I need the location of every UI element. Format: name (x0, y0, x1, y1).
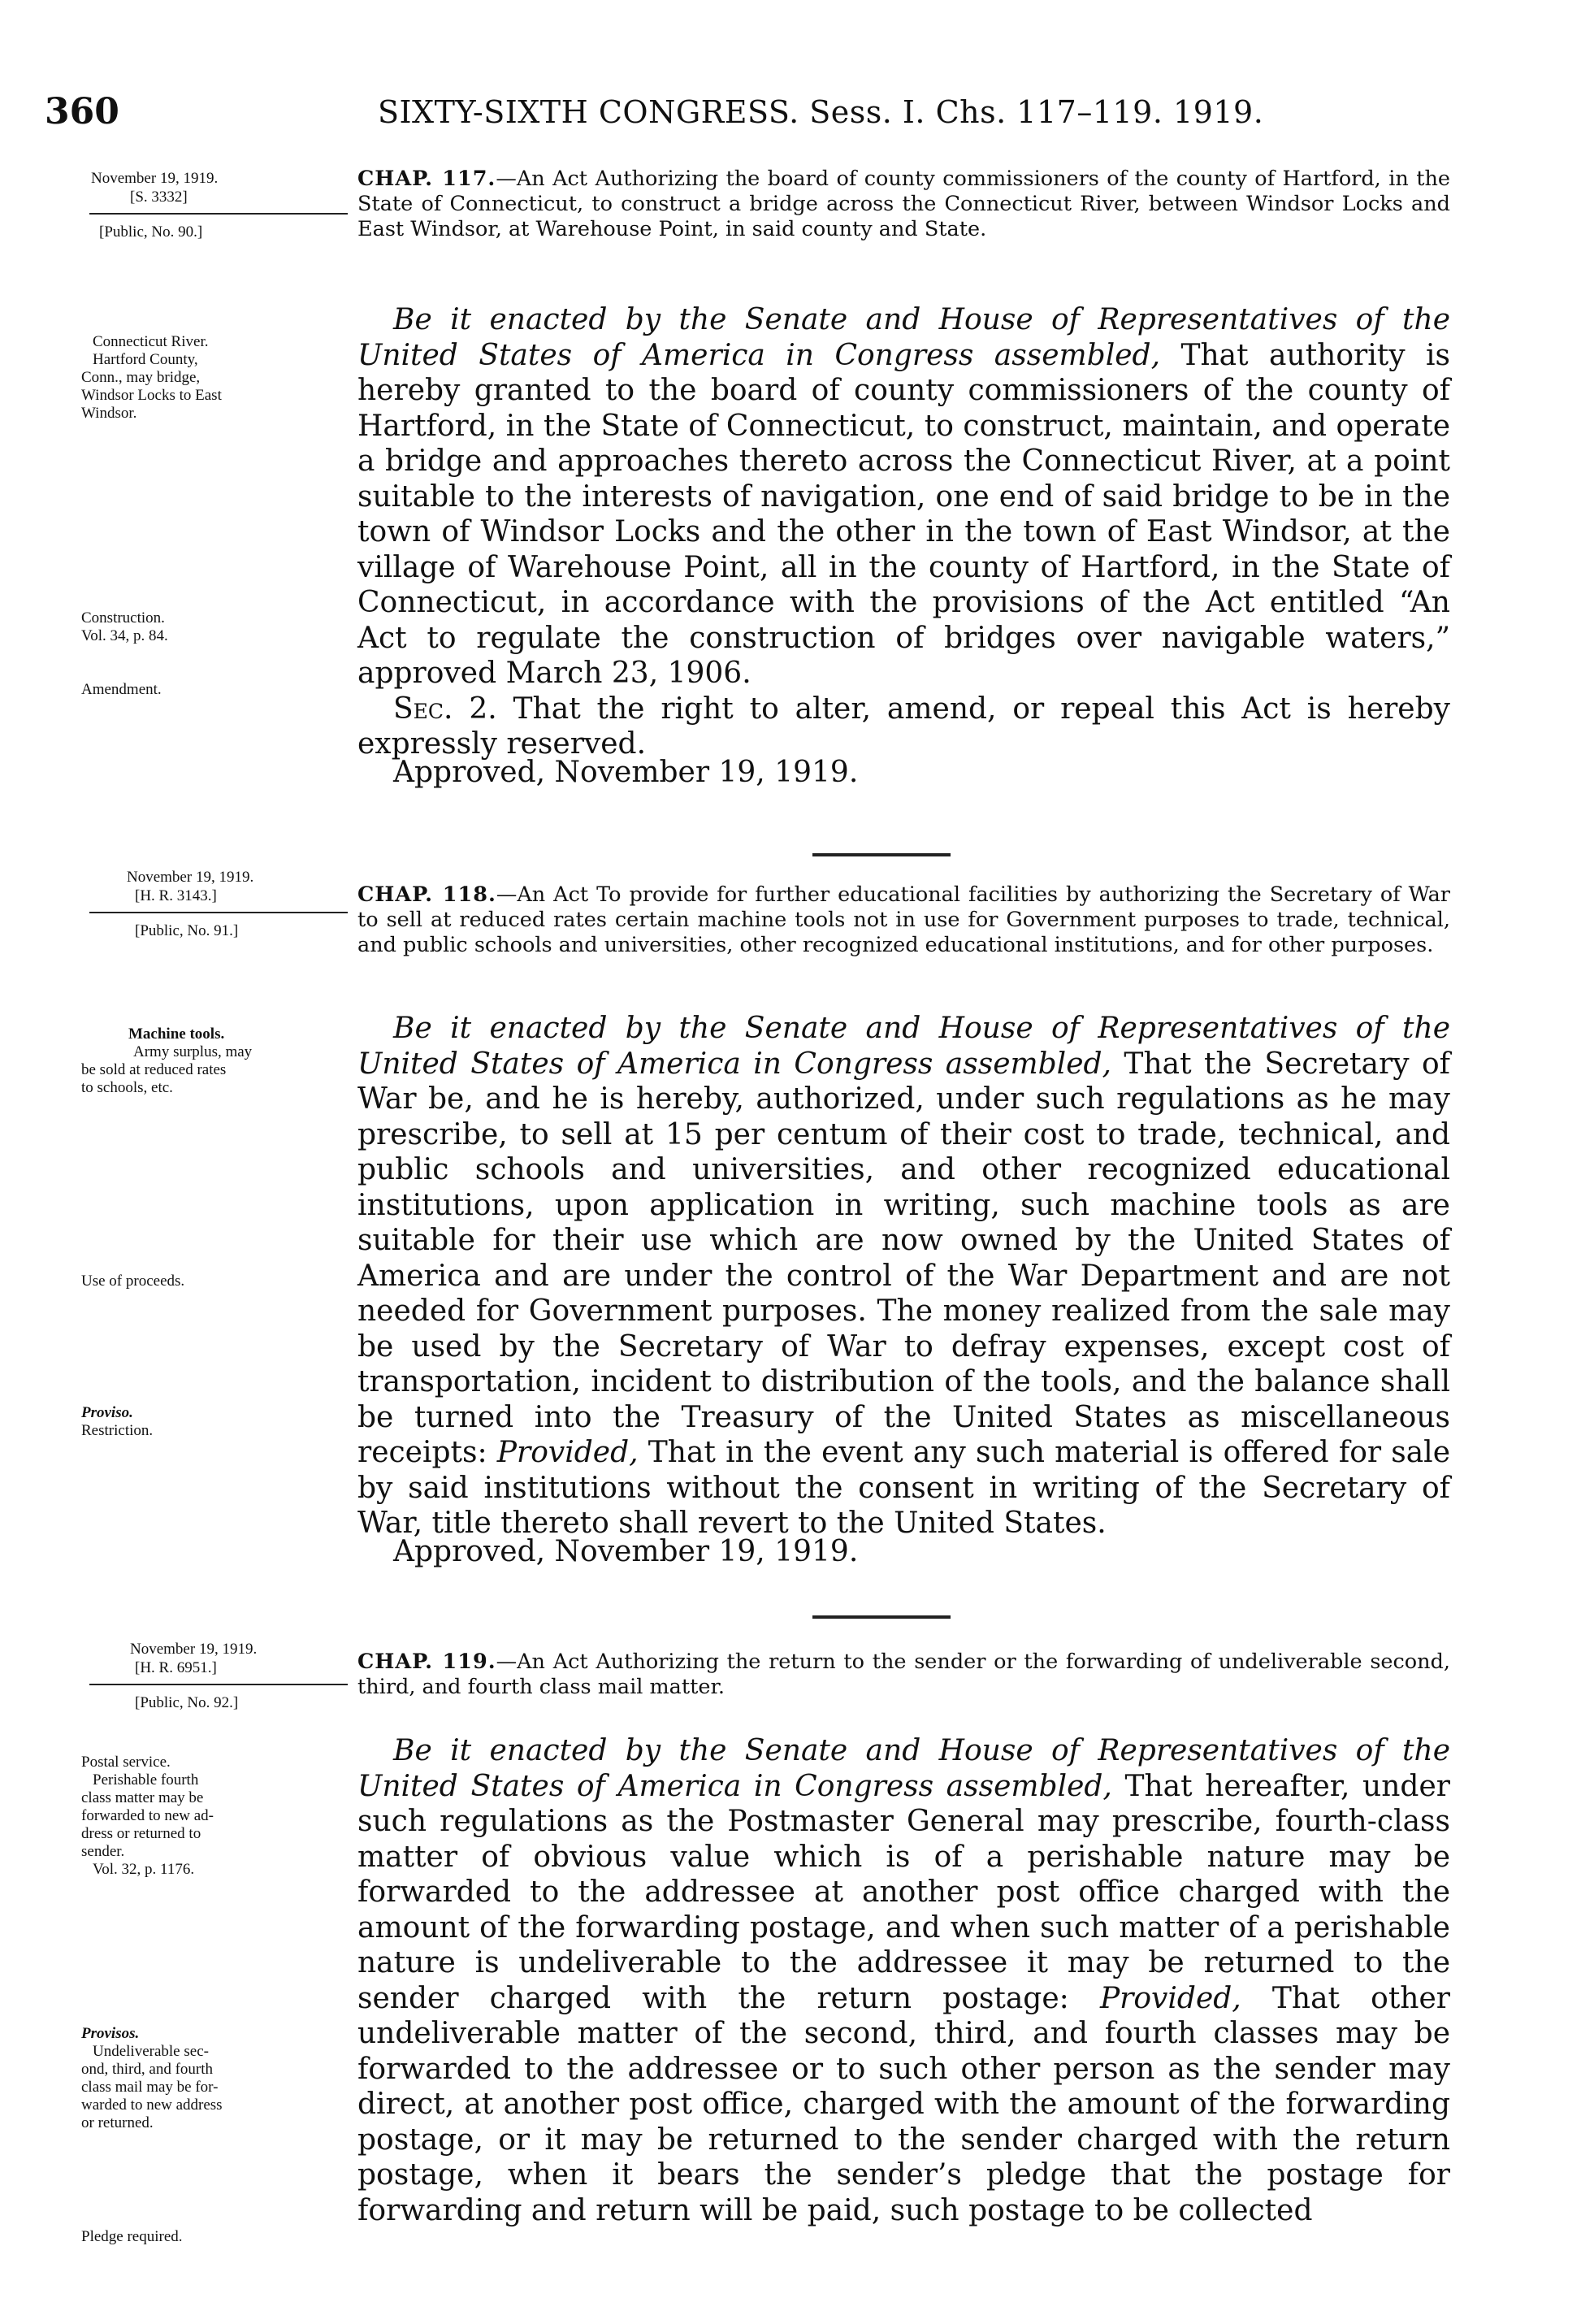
chapter-label: CHAP. 117. (357, 167, 496, 191)
approval-date: November 19, 1919. (130, 1641, 258, 1658)
section-divider (812, 1615, 951, 1619)
chapter-title: —An Act Authorizing the board of county commissioners of the county of Hartford, in the State of Connecticut, to construct a bridge across the Connecticut River, between Windsor Locks and East Windsor, at Warehouse Point, in said county and State. (357, 167, 1450, 241)
sidenote-provisos-undeliverable: Provisos. Undeliverable sec- ond, third, and fourth class mail may be for- warded to new address or returned. (81, 2025, 223, 2131)
section-1-paragraph (357, 302, 1450, 692)
section-divider (812, 853, 951, 856)
proviso-label: Provided, (496, 1436, 639, 1469)
enacting-clause: Be it enacted by the Senate and House of Representatives of the United States of America in Congress assembled, (357, 303, 1450, 372)
section-2-paragraph (357, 692, 1450, 762)
public-law-number: [Public, No. 90.] (99, 223, 203, 241)
sidenote-machine-tools: Machine tools. Army surplus, may be sold at reduced rates to schools, etc. (81, 1025, 253, 1096)
margin-rule (89, 912, 348, 913)
enacting-clause: Be it enacted by the Senate and House of Representatives of the United States of America in Congress assembled, (357, 1012, 1450, 1081)
approval-date: November 19, 1919. (127, 869, 254, 886)
chapter-119-margin-citation (81, 1640, 349, 1712)
chapter-118-body (357, 1011, 1450, 1541)
section-2-text: That the right to alter, amend, or repeal this Act is hereby expressly reserved. (357, 692, 1450, 761)
sidenote-pledge-required: Pledge required. (81, 2228, 183, 2245)
page-number: 360 (45, 91, 119, 132)
chapter-title: —An Act Authorizing the return to the sender or the forwarding of undeliverable second, third, and fourth class mail matter. (357, 1650, 1450, 1699)
chapter-117-margin-citation (81, 169, 349, 241)
bill-number: [H. R. 6951.] (135, 1659, 217, 1676)
page-header (45, 91, 1475, 140)
chapter-118-heading (357, 882, 1450, 958)
sidenote-use-of-proceeds: Use of proceeds. (81, 1273, 185, 1290)
chapter-117-body (357, 302, 1450, 762)
section-1-paragraph (357, 1733, 1450, 2228)
section-1-text: That authority is hereby granted to the board of county commissioners of the county of Hartford, in the State of Connecticut, to construct, maintain, and operate a bridge and approaches thereto across the Connecticut River, at a point suitable to the interests of navigation, one end of said bridge to be in the town of Windsor Locks and the other in the town of East Windsor, at the village of Warehouse Point, all in the county of Hartford, in the State of Connecticut, in accordance with the provisions of the Act entitled “An Act to regulate the construction of bridges over navigable waters,” approved March 23, 1906. (357, 338, 1450, 690)
sidenote-amendment: Amendment. (81, 681, 162, 698)
public-law-number: [Public, No. 91.] (135, 922, 239, 939)
sidenote-proviso-restriction: Proviso. Restriction. (81, 1404, 154, 1439)
bill-number: [H. R. 3143.] (135, 887, 217, 904)
margin-rule (89, 213, 348, 215)
sidenote-construction: Construction. Vol. 34, p. 84. (81, 609, 168, 644)
section-1-text: That hereafter, under such regulations as the Postmaster General may prescribe, fourth-class matter of obvious value which is of a perishable nature may be forwarded to the addressee at another post office charged with the amount of the forwarding postage, and when such matter of a perishable nature is undeliverable to the addressee it may be returned to the sender charged with the return postage: (357, 1769, 1450, 2015)
section-2-label: Sec. 2. (393, 692, 497, 726)
chapter-118-margin-citation (81, 868, 349, 940)
running-title: SIXTY-SIXTH CONGRESS. Sess. I. Chs. 117–119. 1919. (378, 94, 1264, 130)
section-1-paragraph (357, 1011, 1450, 1541)
chapter-label: CHAP. 119. (357, 1650, 496, 1674)
proviso-text: That in the event any such material is offered for sale by said institutions without the consent in writing of the Secretary of War, title thereto shall revert to the United States. (357, 1436, 1451, 1540)
bill-number: [S. 3332] (130, 189, 188, 206)
enacting-clause: Be it enacted by the Senate and House of Representatives of the United States of America in Congress assembled, (357, 1734, 1450, 1803)
chapter-117-approved: Approved, November 19, 1919. (393, 756, 859, 789)
section-1-text: That the Secretary of War be, and he is hereby, authorized, under such regulations as he may prescribe, to sell at 15 per centum of their cost to trade, technical, and public schools and universities, and other recognized educational institutions, upon application in writing, such machine tools as are suitable for their use which are now owned by the United States of America and are under the control of the War Department and are not needed for Government purposes. The money realized from the sale may be used by the Secretary of War to defray expenses, except cost of transportation, incident to distribution of the tools, and the balance shall be turned into the Treasury of the United States as miscellaneous receipts: (357, 1047, 1450, 1469)
margin-rule (89, 1684, 348, 1685)
chapter-119-body (357, 1733, 1450, 2228)
approval-date: November 19, 1919. (91, 170, 219, 187)
proviso-label: Provided, (1099, 1981, 1241, 2015)
public-law-number: [Public, No. 92.] (135, 1694, 239, 1711)
chapter-title: —An Act To provide for further educational facilities by authorizing the Secretary of War to sell at reduced rates certain machine tools not in use for Government purposes to trade, technical, and public schools and universities, other recognized educational institutions, and for other purposes. (357, 882, 1450, 957)
chapter-118-approved: Approved, November 19, 1919. (393, 1535, 859, 1568)
chapter-117-heading (357, 167, 1450, 242)
chapter-119-heading (357, 1650, 1450, 1700)
proviso-text: That other undeliverable matter of the second, third, and fourth classes may be forwarded to the addressee or to such other person as the sender may direct, at another post office, charged with the amount of the forwarding postage, or it may be returned to the sender charged with the return postage, when it bears the sender’s pledge that the postage for forwarding and return will be paid, such postage to be collected (357, 1981, 1450, 2227)
sidenote-connecticut-river: Connecticut River. Hartford County, Conn., may bridge, Windsor Locks to East Windsor. (81, 333, 222, 422)
chapter-label: CHAP. 118. (357, 882, 496, 907)
sidenote-postal-service: Postal service. Perishable fourth class matter may be forwarded to new ad- dress or returned to sender. Vol. 32, p. 1176. (81, 1754, 214, 1878)
